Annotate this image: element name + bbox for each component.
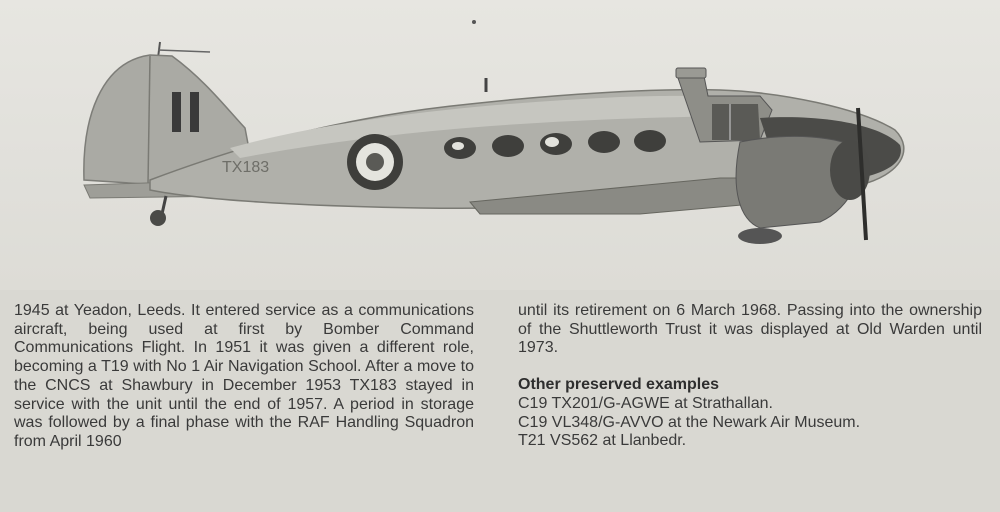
aircraft-serial: TX183 [222,159,270,176]
roundel [347,134,403,190]
fin-flash-stripe [172,92,181,132]
history-paragraph: 1945 at Yeadon, Leeds. It entered service as a communications aircraft, being used at first by Bomber Command Communications Flight. In 1951 it was given a different role, becoming a T19 with No 1 Air Navigation School. After a move to the CNCS at Shawbury in December 1953 TX183 stayed in service with the unit until the end of 1957. A period in storage was followed by a final phase with the RAF Handling Squadron from April 1960 [14,302,474,450]
example-item: C19 VL348/G-AVVO at the Newark Air Museum. [518,413,861,431]
tail-wheel [150,210,166,226]
fin-flash-stripe [190,92,199,132]
section-heading: Other preserved examples [518,376,719,394]
right-text-column [518,302,982,451]
left-text-column [14,302,474,452]
dust-speck [472,20,476,24]
example-item: C19 TX201/G-AGWE at Strathallan. [518,394,773,412]
retirement-paragraph: until its retirement on 6 March 1968. Passing into the ownership of the Shuttleworth Trust it was displayed at Old Warden until 1973. [518,302,982,357]
main-gear [738,228,782,244]
example-item: T21 VS562 at Llanbedr. [518,432,687,450]
